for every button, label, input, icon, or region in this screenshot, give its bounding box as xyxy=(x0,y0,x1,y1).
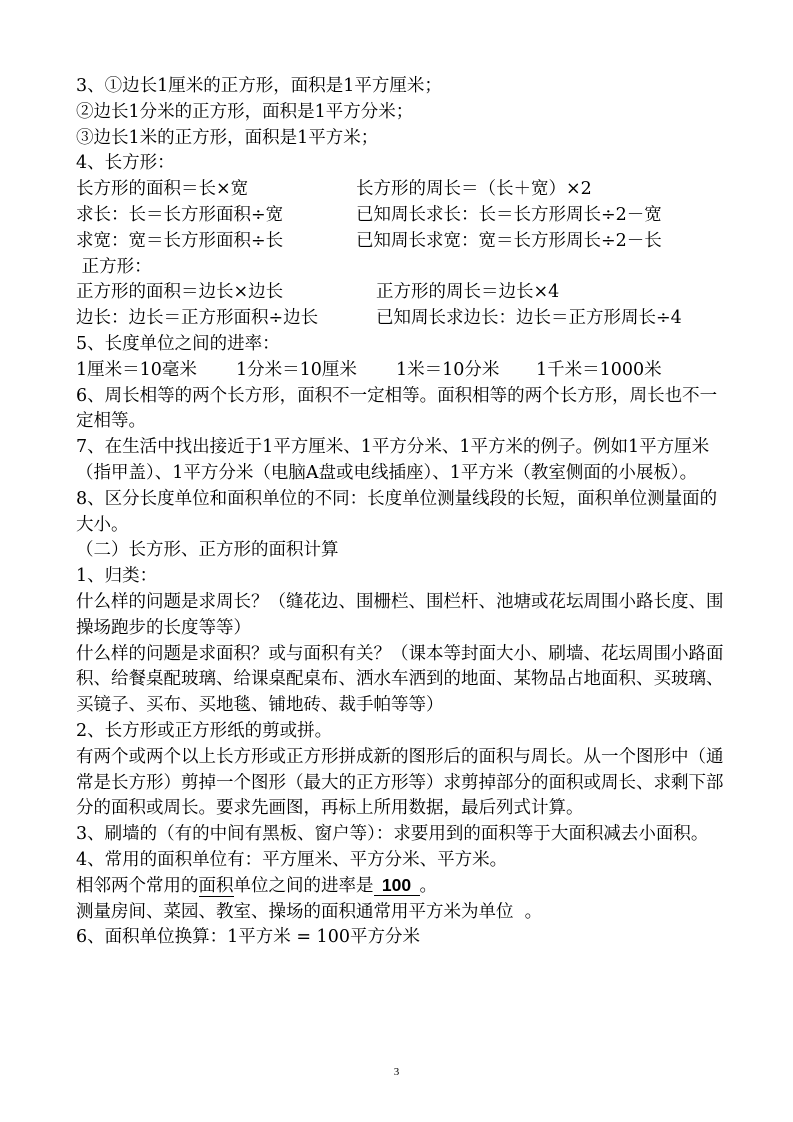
fill-in-line xyxy=(76,874,726,900)
section-title: （二）长方形、正方形的面积计算 xyxy=(76,540,339,561)
text-line: 3、①边长1厘米的正方形，面积是1平方厘米； xyxy=(76,76,442,96)
page-number: 3 xyxy=(393,1066,400,1078)
formula: 已知周长求长：长＝长方形周长÷2－宽 xyxy=(356,204,662,225)
paragraph: 6、周长相等的两个长方形，面积不一定相等。面积相等的两个长方形，周长也不一定相等。 xyxy=(76,385,718,432)
unit-conversion-row xyxy=(76,358,726,384)
formula: 长方形的面积＝长×宽 xyxy=(76,179,249,200)
text-fragment: 相邻两个常用的 xyxy=(76,875,199,896)
unit-conversion: 1米＝10分米 xyxy=(396,359,500,380)
section-heading: 1、归类： xyxy=(76,566,158,587)
section-heading: 4、常用的面积单位有：平方厘米、平方分米、平方米。 xyxy=(76,849,508,870)
text-line: ③边长1米的正方形，面积是1平方米； xyxy=(76,127,379,148)
text-fragment: 单位之间的进率是 xyxy=(233,875,374,896)
formula-row xyxy=(76,306,726,332)
paragraph: 什么样的问题是求面积？或与面积有关？（课本等封面大小、刷墙、花坛周围小路面积、给餐桌配玻璃、给课桌配桌布、洒水车洒到的地面、某物品占地面积、买玻璃、买镜子、买布、买地毯、铺地砖、裁手帕等等） xyxy=(76,643,724,716)
unit-conversion: 1千米＝1000米 xyxy=(536,359,662,380)
underlined-word: 面积 xyxy=(198,875,234,896)
formula: 已知周长求边长：边长＝正方形周长÷4 xyxy=(376,308,682,329)
paragraph: 3、刷墙的（有的中间有黑板、窗户等）：求要用到的面积等于大面积减去小面积。 xyxy=(76,824,709,845)
section-heading: 4、长方形： xyxy=(76,153,175,174)
formula: 求长：长＝长方形面积÷宽 xyxy=(76,204,284,225)
formula-row xyxy=(76,229,726,255)
section-heading: 5、长度单位之间的进率： xyxy=(76,333,280,354)
formula: 求宽：宽＝长方形面积÷长 xyxy=(76,230,284,251)
paragraph: 7、在生活中找出接近于1平方厘米、1平方分米、1平方米的例子。例如1平方厘米（指甲盖）、1平方分米（电脑A盘或电线插座）、1平方米（教室侧面的小展板）。 xyxy=(76,437,710,483)
formula-row xyxy=(76,203,726,229)
formula-row xyxy=(76,177,726,203)
formula: 正方形的周长＝边长×4 xyxy=(376,282,560,303)
formula: 长方形的周长＝（长＋宽）×2 xyxy=(356,179,592,200)
formula-row xyxy=(76,280,726,306)
paragraph: 8、区分长度单位和面积单位的不同：长度单位测量线段的长短，面积单位测量面的大小。 xyxy=(76,488,718,535)
section-heading: 2、长方形或正方形纸的剪或拼。 xyxy=(76,720,333,741)
section-heading: 正方形： xyxy=(76,256,152,277)
text-line: ②边长1分米的正方形，面积是1平方分米； xyxy=(76,101,414,122)
formula: 边长：边长＝正方形面积÷边长 xyxy=(76,308,319,329)
page-body xyxy=(76,74,726,951)
text-line: 6、面积单位换算：1平方米 = 100平方分米 xyxy=(76,927,420,948)
formula: 正方形的面积＝边长×边长 xyxy=(76,282,284,303)
unit-conversion: 1厘米＝10毫米 xyxy=(76,359,197,380)
answer-blank: 100 xyxy=(374,875,420,896)
unit-conversion: 1分米＝10厘米 xyxy=(236,359,357,380)
paragraph: 什么样的问题是求周长？（缝花边、围栅栏、围栏杆、池塘或花坛周围小路长度、围操场跑步的长度等等） xyxy=(76,591,724,638)
text-fragment: 。 xyxy=(419,875,437,896)
paragraph: 有两个或两个以上长方形或正方形拼成新的图形后的面积与周长。从一个图形中（通常是长方形）剪掉一个图形（最大的正方形等）求剪掉部分的面积或周长、求剩下部分的面积或周长。要求先画图，再标上所用数据，最后列式计算。 xyxy=(76,746,724,819)
formula: 已知周长求宽：宽＝长方形周长÷2－长 xyxy=(356,230,662,251)
text-line: 测量房间、菜园、教室、操场的面积通常用平方米为单位 。 xyxy=(76,901,543,922)
